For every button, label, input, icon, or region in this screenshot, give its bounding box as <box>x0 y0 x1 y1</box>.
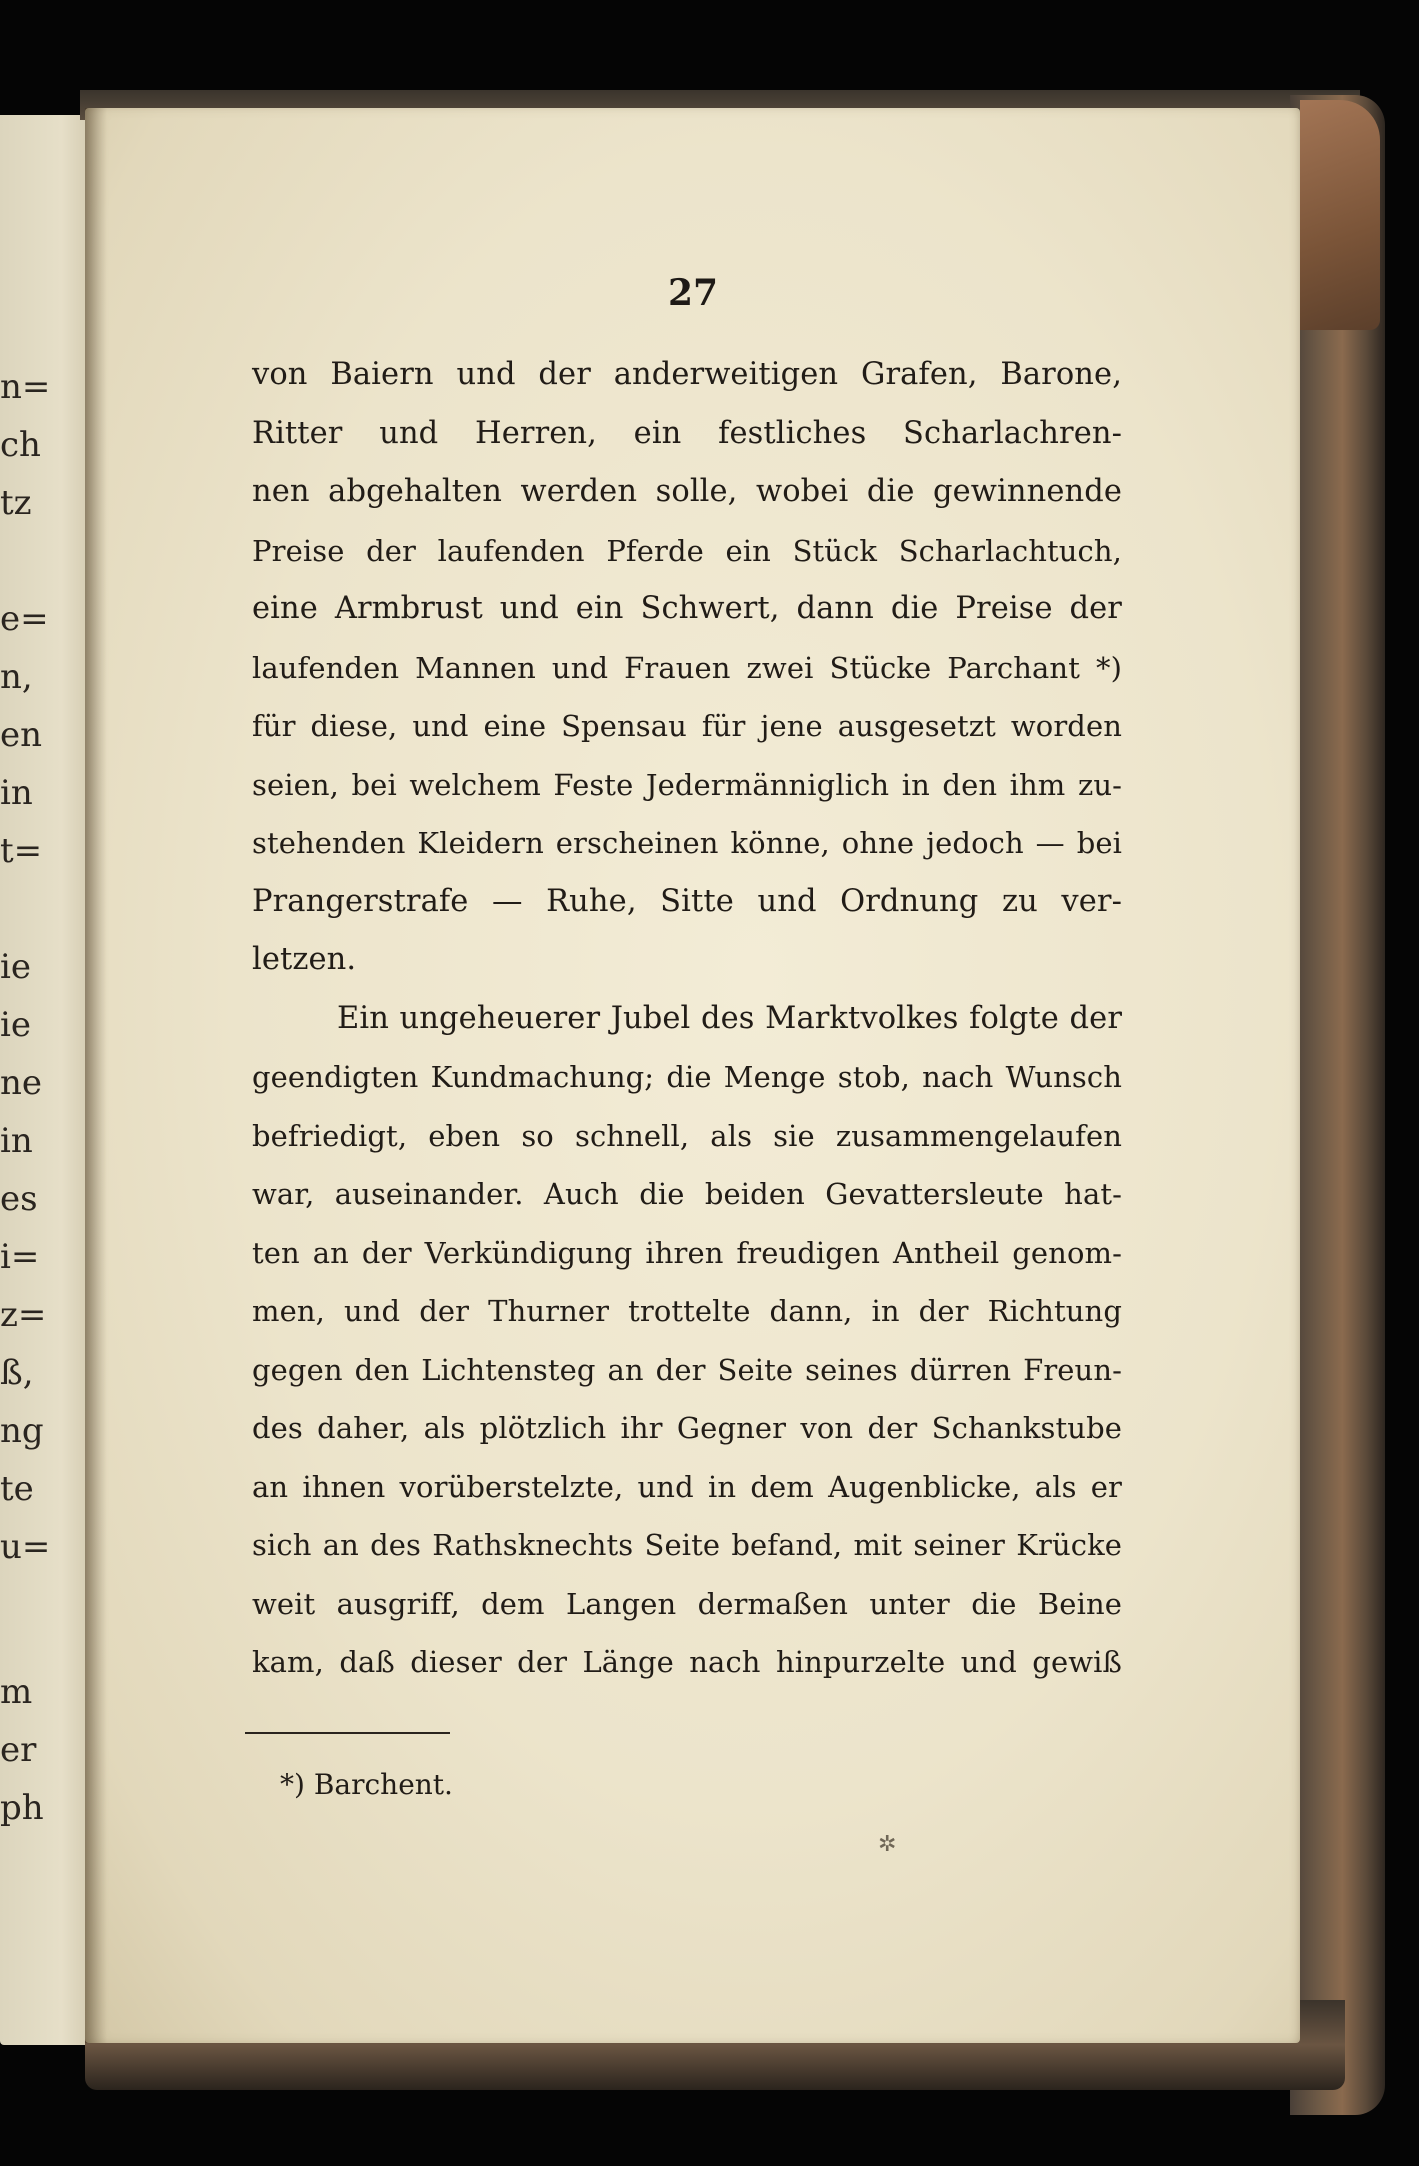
left-page-fragment: ß, <box>0 1353 34 1393</box>
left-page-fragment: z= <box>0 1295 47 1335</box>
left-page-fragment: er <box>0 1730 37 1770</box>
left-page-fragment: ne <box>0 1063 43 1103</box>
footnote: *) Barchent. <box>280 1768 453 1801</box>
left-page-fragment: te <box>0 1469 34 1509</box>
page-gutter-shadow <box>85 108 107 2043</box>
footnote-rule <box>245 1732 450 1734</box>
text-line: Ritter und Herren, ein festliches Scharlachren- <box>252 415 1122 451</box>
text-line: Ein ungeheuerer Jubel des Marktvolkes folgte der <box>337 1000 1122 1036</box>
left-page-fragment: i= <box>0 1237 40 1277</box>
ornament-mark: ✲ <box>878 1832 897 1857</box>
left-page-fragment: e= <box>0 599 49 639</box>
text-line: seien, bei welchem Feste Jedermänniglich in den ihm zu- <box>252 767 1122 802</box>
left-page-fragment: n, <box>0 657 33 697</box>
text-line: nen abgehalten werden solle, wobei die gewinnende <box>252 474 1122 509</box>
text-line: Preise der laufenden Pferde ein Stück Scharlachtuch, <box>252 533 1122 568</box>
text-line: ten an der Verkündigung ihren freudigen Antheil genom- <box>252 1235 1122 1270</box>
text-line: geendigten Kundmachung; die Menge stob, nach Wunsch <box>252 1060 1122 1094</box>
left-page-fragment: ch <box>0 425 41 465</box>
text-line: men, und der Thurner trottelte dann, in der Richtung <box>252 1294 1122 1328</box>
text-line: sich an des Rathsknechts Seite befand, mit seiner Krücke <box>252 1528 1122 1562</box>
left-page-fragment: ie <box>0 1005 31 1045</box>
left-page-fragment: n= <box>0 367 51 407</box>
text-line: Prangerstrafe — Ruhe, Sitte und Ordnung zu ver- <box>252 883 1122 919</box>
text-line: stehenden Kleidern erscheinen könne, ohne jedoch — bei <box>252 826 1122 860</box>
page-number: 27 <box>668 272 719 314</box>
left-page-fragment: ng <box>0 1411 44 1451</box>
text-line: weit ausgriff, dem Langen dermaßen unter die Beine <box>252 1586 1122 1621</box>
left-page-fragment: en <box>0 715 43 755</box>
text-line: kam, daß dieser der Länge nach hinpurzelte und gewiß <box>252 1645 1122 1679</box>
left-page-fragment: tz <box>0 483 32 523</box>
left-page-fragment: u= <box>0 1527 51 1567</box>
left-page-fragment: t= <box>0 831 43 871</box>
body-text <box>252 346 1122 1692</box>
text-line: laufenden Mannen und Frauen zwei Stücke Parchant *) <box>252 650 1122 685</box>
left-page-fragment: in <box>0 773 33 813</box>
text-line: war, auseinander. Auch die beiden Gevattersleute hat- <box>252 1177 1122 1211</box>
text-line: befriedigt, eben so schnell, als sie zusammengelaufen <box>252 1118 1122 1153</box>
text-line: letzen. <box>252 942 357 977</box>
text-line: an ihnen vorüberstelzte, und in dem Augenblicke, als er <box>252 1469 1122 1504</box>
left-page-fragment: ie <box>0 947 31 987</box>
left-page-fragment: es <box>0 1179 38 1219</box>
left-page-fragment: ph <box>0 1788 44 1828</box>
book-cover-corner <box>1300 100 1380 330</box>
left-page-fragment: in <box>0 1121 33 1161</box>
text-line: für diese, und eine Spensau für jene ausgesetzt worden <box>252 709 1122 743</box>
left-page-fragment: m <box>0 1672 33 1712</box>
text-line: von Baiern und der anderweitigen Grafen, Barone, <box>252 357 1122 392</box>
text-line: eine Armbrust und ein Schwert, dann die Preise der <box>252 591 1122 626</box>
book-cover-spine <box>1290 95 1385 2115</box>
text-line: des daher, als plötzlich ihr Gegner von der Schankstube <box>252 1411 1122 1445</box>
text-line: gegen den Lichtensteg an der Seite seines dürren Freun- <box>252 1352 1122 1387</box>
